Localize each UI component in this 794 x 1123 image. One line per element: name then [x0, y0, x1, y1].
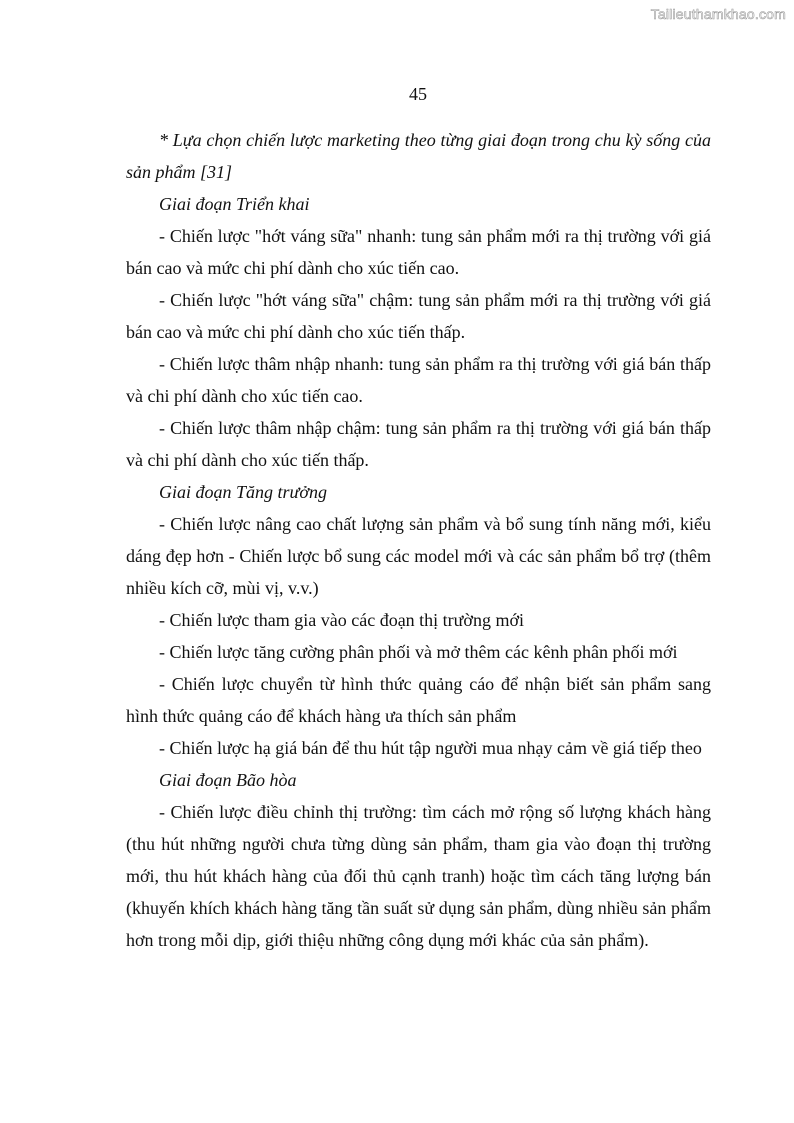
- paragraph-fast-skimming: - Chiến lược "hớt váng sữa" nhanh: tung sản phẩm mới ra thị trường với giá bán cao và mức chi phí dành cho xúc tiến cao.: [126, 226, 711, 278]
- paragraph-market-modification: - Chiến lược điều chỉnh thị trường: tìm cách mở rộng số lượng khách hàng (thu hút những người chưa từng dùng sản phẩm, tham gia vào đoạn thị trường mới, thu hút khách hàng của đối thủ cạnh tranh) hoặc tìm cách tăng lượng bán (khuyến khích khách hàng tăng tần suất sử dụng sản phẩm, dùng nhiều sản phẩm hơn trong mỗi dịp, giới thiệu những công dụng mới khác của sản phẩm).: [126, 802, 711, 950]
- paragraph-advertising-shift: - Chiến lược chuyển từ hình thức quảng cáo để nhận biết sản phẩm sang hình thức quảng cáo để khách hàng ưa thích sản phẩm: [126, 674, 711, 726]
- paragraph-new-segments: - Chiến lược tham gia vào các đoạn thị trường mới: [159, 610, 524, 630]
- section-heading-strategy-selection: * Lựa chọn chiến lược marketing theo từng giai đoạn trong chu kỳ sống của sản phẩm [31]: [126, 130, 711, 182]
- stage-heading-growth: Giai đoạn Tăng trưởng: [159, 482, 327, 502]
- paragraph-slow-skimming: - Chiến lược "hớt váng sữa" chậm: tung sản phẩm mới ra thị trường với giá bán cao và mức chi phí dành cho xúc tiến thấp.: [126, 290, 711, 342]
- watermark: Tailieuthamkhao.com: [650, 6, 786, 22]
- paragraph-quality-improvement: - Chiến lược nâng cao chất lượng sản phẩm và bổ sung tính năng mới, kiểu dáng đẹp hơn - Chiến lược bổ sung các model mới và các sản phẩm bổ trợ (thêm nhiều kích cỡ, mùi vị, v.v.): [126, 514, 711, 598]
- paragraph-fast-penetration: - Chiến lược thâm nhập nhanh: tung sản phẩm ra thị trường với giá bán thấp và chi phí dành cho xúc tiến cao.: [126, 354, 711, 406]
- stage-heading-maturity: Giai đoạn Bão hòa: [159, 770, 297, 790]
- paragraph-slow-penetration: - Chiến lược thâm nhập chậm: tung sản phẩm ra thị trường với giá bán thấp và chi phí dành cho xúc tiến thấp.: [126, 418, 711, 470]
- stage-heading-introduction: Giai đoạn Triển khai: [159, 194, 310, 214]
- document-body: [126, 124, 711, 956]
- page-number: 45: [409, 84, 427, 104]
- paragraph-distribution: - Chiến lược tăng cường phân phối và mở thêm các kênh phân phối mới: [159, 642, 678, 662]
- paragraph-price-reduction: - Chiến lược hạ giá bán để thu hút tập người mua nhạy cảm về giá tiếp theo: [159, 738, 702, 758]
